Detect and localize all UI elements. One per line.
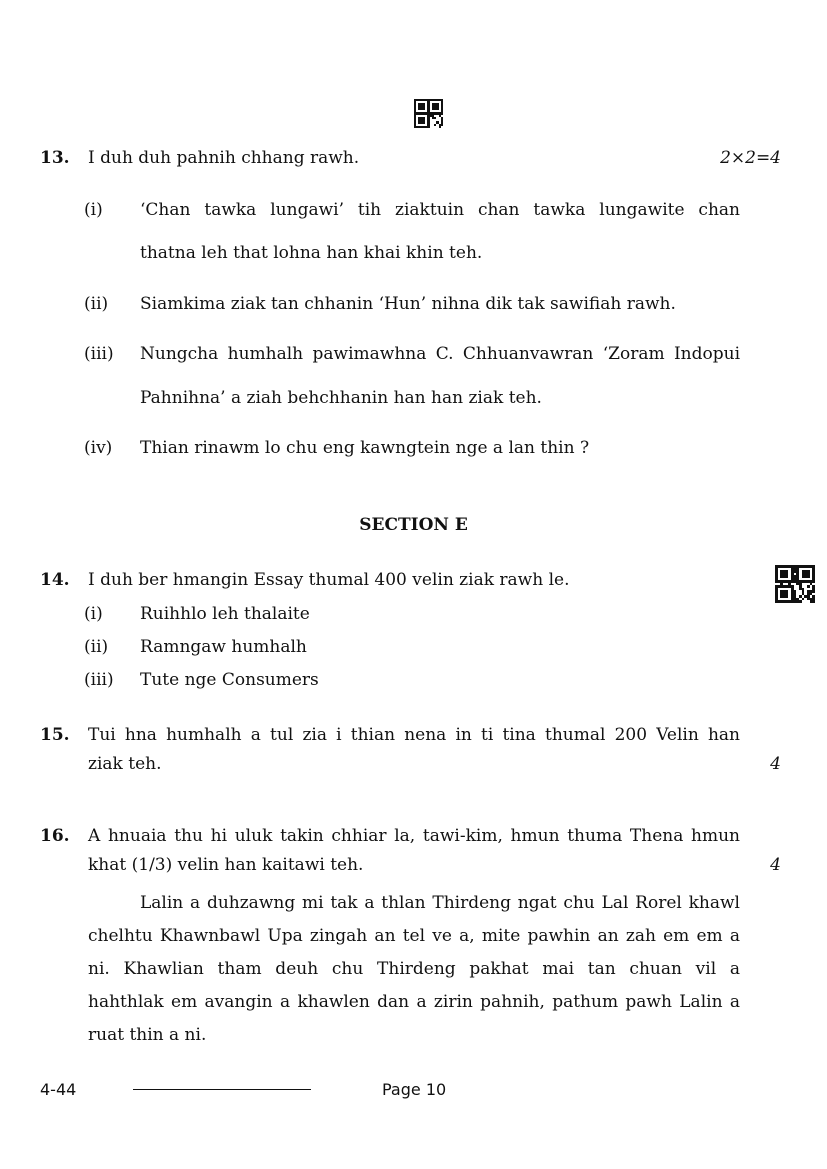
q13-item-text-cont: thatna leh that lohna han khai khin teh. <box>140 243 483 263</box>
passage-line: Lalin a duhzawng mi tak a thlan Thirdeng ngat chu Lal Rorel khawl <box>140 893 740 913</box>
q13-item-label: (iv) <box>84 438 113 458</box>
footer-rule <box>133 1089 311 1090</box>
question-15-number: 15. <box>40 725 70 745</box>
q14-item-text: Ramngaw humhalh <box>140 637 307 657</box>
question-13-number: 13. <box>40 148 70 168</box>
question-15-marks: 4 <box>770 754 781 774</box>
q13-item-text: Thian rinawm lo chu eng kawngtein nge a lan thin ? <box>140 438 590 458</box>
question-13-text: I duh duh pahnih chhang rawh. <box>88 148 360 168</box>
q14-item-label: (ii) <box>84 637 109 657</box>
question-16-number: 16. <box>40 826 70 846</box>
passage-line: ni. Khawlian tham deuh chu Thirdeng pakhat mai tan chuan vil a <box>88 959 740 979</box>
q14-item-label: (i) <box>84 604 103 624</box>
q13-item-text-cont: Pahnihna’ a ziah behchhanin han han ziak teh. <box>140 388 542 408</box>
q13-item-text: Siamkima ziak tan chhanin ‘Hun’ nihna dik tak sawifiah rawh. <box>140 294 676 314</box>
passage-line: chelhtu Khawnbawl Upa zingah an tel ve a, mite pawhin an zah em em a <box>88 926 740 946</box>
question-14-text: I duh ber hmangin Essay thumal 400 velin ziak rawh le. <box>88 570 570 590</box>
qr-code-side <box>775 565 815 603</box>
footer-page-number: Page 10 <box>382 1080 447 1099</box>
footer-code: 4-44 <box>40 1080 77 1099</box>
q13-item-text: Nungcha humhalh pawimawhna C. Chhuanvawran ‘Zoram Indopui <box>140 344 740 364</box>
question-14-number: 14. <box>40 570 70 590</box>
qr-code-top <box>414 99 443 128</box>
passage-line: hahthlak em avangin a khawlen dan a zirin pahnih, pathum pawh Lalin a <box>88 992 740 1012</box>
q13-item-text: ‘Chan tawka lungawi’ tih ziaktuin chan tawka lungawite chan <box>140 200 740 220</box>
q14-item-text: Tute nge Consumers <box>140 670 319 690</box>
question-16-text-cont: khat (1/3) velin han kaitawi teh. <box>88 855 364 875</box>
q14-item-label: (iii) <box>84 670 114 690</box>
question-15-text: Tui hna humhalh a tul zia i thian nena in ti tina thumal 200 Velin han <box>88 725 740 745</box>
question-15-text-cont: ziak teh. <box>88 754 162 774</box>
q14-item-text: Ruihhlo leh thalaite <box>140 604 310 624</box>
passage-line: ruat thin a ni. <box>88 1025 207 1045</box>
question-16-text: A hnuaia thu hi uluk takin chhiar la, tawi-kim, hmun thuma Thena hmun <box>88 826 740 846</box>
section-heading: SECTION E <box>359 515 468 535</box>
q13-item-label: (ii) <box>84 294 109 314</box>
q13-item-label: (i) <box>84 200 103 220</box>
question-13-marks: 2×2=4 <box>720 148 781 168</box>
q13-item-label: (iii) <box>84 344 114 364</box>
question-16-marks: 4 <box>770 855 781 875</box>
